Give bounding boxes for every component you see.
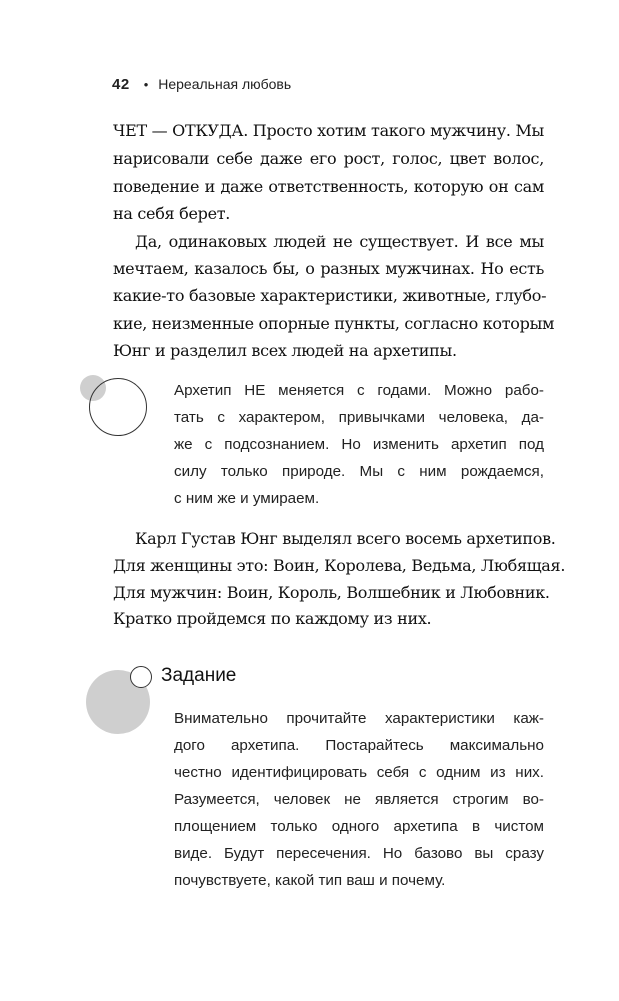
task-line: Внимательно прочитайте характеристики каж- bbox=[174, 710, 544, 727]
callout-line: тать с характером, привычками человека, да- bbox=[174, 409, 544, 426]
text-line: на себя берет. bbox=[113, 204, 231, 223]
task-line: площением только одного архетипа в чистом bbox=[174, 818, 544, 835]
text-line: Да, одинаковых людей не существует. И все мы bbox=[135, 232, 544, 251]
task-line: виде. Будут пересечения. Но базово вы сразу bbox=[174, 845, 544, 862]
page-number: 42 bbox=[112, 76, 130, 93]
header-separator: • bbox=[143, 77, 149, 92]
text-line: кие, неизменные опорные пункты, согласно которым bbox=[113, 314, 555, 333]
book-title: Нереальная любовь bbox=[158, 76, 292, 92]
task-line: честно идентифицировать себя с одним из них. bbox=[174, 764, 544, 781]
text-line: Для мужчин: Воин, Король, Волшебник и Любовник. bbox=[113, 583, 550, 602]
text-line: ЧЕТ — ОТКУДА. Просто хотим такого мужчину. Мы bbox=[113, 121, 544, 140]
text-line: Карл Густав Юнг выделял всего восемь архетипов. bbox=[135, 529, 556, 548]
task-line: дого архетипа. Постарайтесь максимально bbox=[174, 737, 544, 754]
callout-line: силу только природе. Мы с ним рождаемся, bbox=[174, 463, 544, 480]
task-line: почувствуете, какой тип ваш и почему. bbox=[174, 872, 446, 889]
text-line: мечтаем, казалось бы, о разных мужчинах. Но есть bbox=[113, 259, 544, 278]
callout-line: же с подсознанием. Но изменить архетип под bbox=[174, 436, 544, 453]
text-line: какие-то базовые характеристики, животные, глубо- bbox=[113, 286, 547, 305]
text-line: Для женщины это: Воин, Королева, Ведьма, Любящая. bbox=[113, 556, 566, 575]
task-line: Разумеется, человек не является строгим во- bbox=[174, 791, 544, 808]
callout-line: Архетип НЕ меняется с годами. Можно рабо- bbox=[174, 382, 544, 399]
text-line: поведение и даже ответственность, которую он сам bbox=[113, 177, 544, 196]
text-line: Кратко пройдемся по каждому из них. bbox=[113, 609, 432, 628]
text-line: Юнг и разделил всех людей на архетипы. bbox=[113, 341, 457, 360]
task-title: Задание bbox=[161, 665, 237, 686]
task-circle-outline-icon bbox=[130, 666, 152, 688]
running-header bbox=[112, 76, 291, 98]
circle-outline-icon bbox=[89, 378, 147, 436]
callout-line: с ним же и умираем. bbox=[174, 490, 320, 507]
text-line: нарисовали себе даже его рост, голос, цвет волос, bbox=[113, 149, 544, 168]
